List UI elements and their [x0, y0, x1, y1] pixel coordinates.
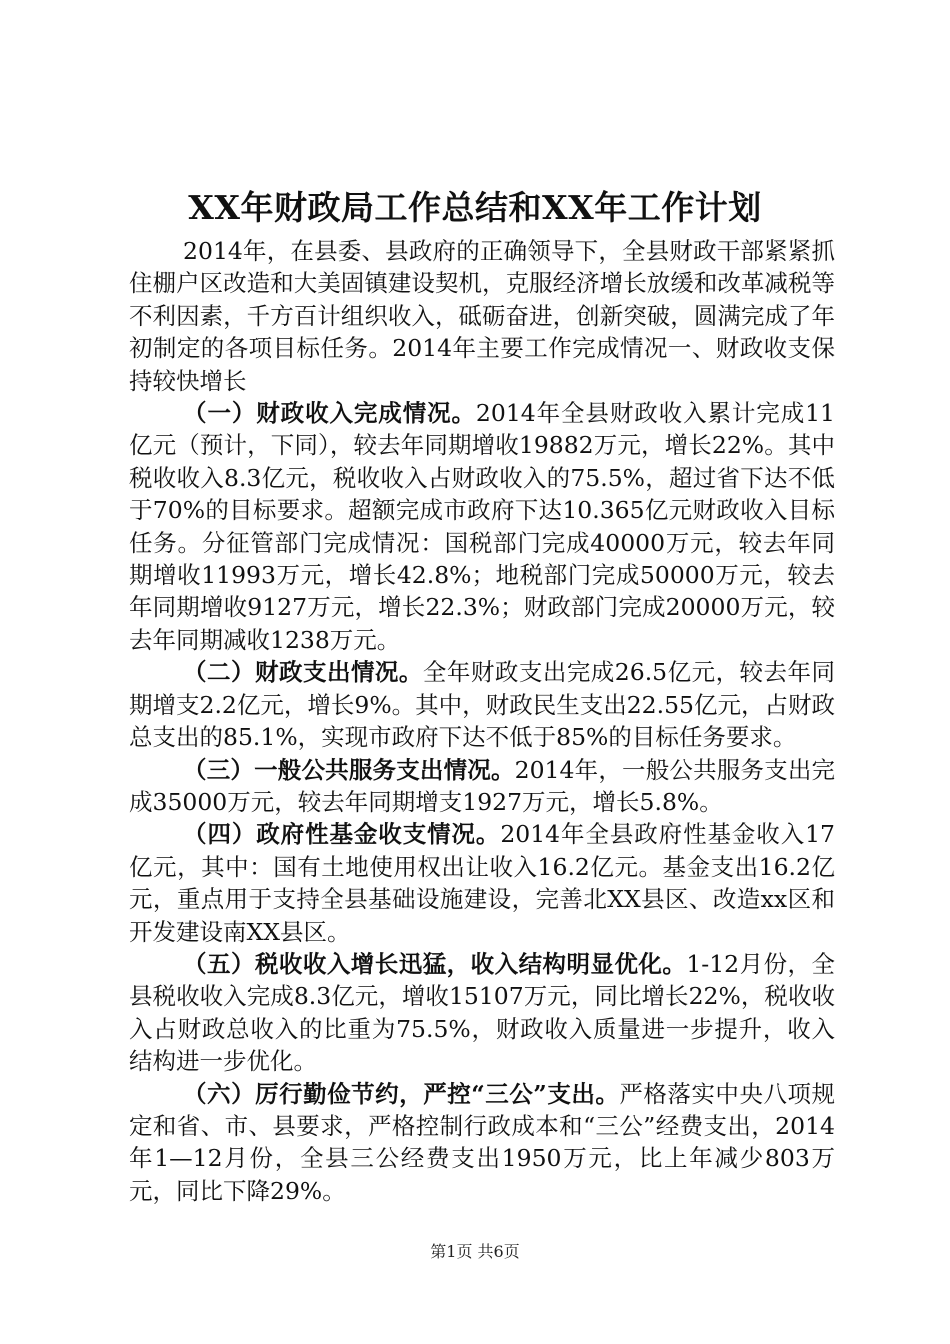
section-heading: （三）一般公共服务支出情况。 — [183, 755, 515, 784]
document-body — [129, 235, 835, 1207]
section-paragraph — [129, 397, 835, 656]
page-footer: 第1页 共6页 — [430, 1242, 520, 1261]
document-title: XX年财政局工作总结和XX年工作计划 — [188, 188, 762, 227]
section-paragraph — [129, 754, 835, 819]
intro-paragraph: 2014年，在县委、县政府的正确领导下，全县财政干部紧紧抓住棚户区改造和大美固镇建设契机，克服经济增长放缓和改革减税等不利因素，千方百计组织收入，砥砺奋进，创新突破，圆满完成了年初制定的各项目标任务。2014年主要工作完成情况一、财政收支保持较快增长 — [129, 237, 835, 395]
section-text: 2014年，一般公共服务支出完成35000万元，较去年同期增支1927万元，增长5.8%。 — [129, 755, 836, 816]
section-heading: （二）财政支出情况。 — [183, 658, 423, 687]
section-heading: （六）厉行勤俭节约，严控“三公”支出。 — [183, 1079, 620, 1108]
section-text: 严格落实中央八项规定和省、市、县要求，严格控制行政成本和“三公”经费支出，2014年1—12月份，全县三公经费支出1950万元，比上年减少803万元，同比下降29%。 — [129, 1079, 835, 1205]
section-text: 全年财政支出完成26.5亿元，较去年同期增支2.2亿元，增长9%。其中，财政民生支出22.55亿元，占财政总支出的85.1%，实现市政府下达不低于85%的目标任务要求。 — [129, 658, 836, 752]
section-paragraph — [129, 948, 835, 1078]
section-text: 2014年全县政府性基金收入17亿元，其中：国有土地使用权出让收入16.2亿元。基金支出16.2亿元，重点用于支持全县基础设施建设，完善北XX县区、改造xx区和开发建设南XX县区。 — [129, 820, 835, 946]
section-heading: （一）财政收入完成情况。 — [183, 399, 476, 428]
section-text: 2014年全县财政收入累计完成11亿元（预计，下同），较去年同期增收19882万元，增长22%。其中税收收入8.3亿元，税收收入占财政收入的75.5%，超过省下达不低于70%的目标要求。超额完成市政府下达10.365亿元财政收入目标任务。分征管部门完成情况：国税部门完成40000万元，较去年同期增收11993万元，增长42.8%；地税部门完成50000万元，较去年同期增收9127万元，增长22.3%；财政部门完成20000万元，较去年同期减收1238万元。 — [129, 399, 835, 654]
section-heading: （四）政府性基金收支情况。 — [183, 820, 501, 849]
section-paragraph — [129, 1078, 835, 1208]
section-paragraph — [129, 656, 835, 753]
section-paragraph — [129, 818, 835, 948]
section-heading: （五）税收收入增长迅猛，收入结构明显优化。 — [183, 949, 687, 978]
section-text: 1-12月份，全县税收收入完成8.3亿元，增收15107万元，同比增长22%，税收收入占财政总收入的比重为75.5%，财政收入质量进一步提升，收入结构进一步优化。 — [129, 949, 836, 1076]
